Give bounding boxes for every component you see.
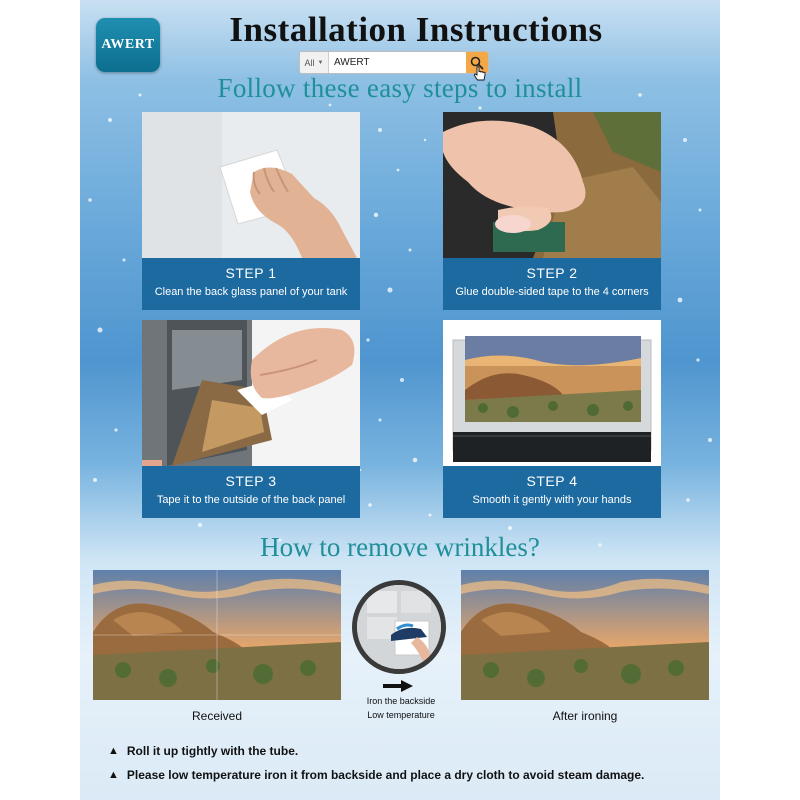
step-card-1 — [142, 112, 360, 310]
step-1-photo — [142, 112, 360, 258]
ironing-illustration — [352, 580, 446, 674]
search-bar — [299, 51, 489, 74]
step-card-2 — [443, 112, 661, 310]
step-card-4 — [443, 320, 661, 518]
search-category-dropdown[interactable] — [300, 52, 329, 73]
step-3-caption — [142, 466, 360, 518]
step-4-label: STEP 4 — [526, 473, 578, 489]
triangle-bullet-icon: ▲ — [108, 769, 119, 781]
note-roll-text: Roll it up tightly with the tube. — [126, 744, 299, 758]
installation-poster — [80, 0, 720, 800]
search-category-label: All — [304, 57, 315, 68]
iron-icon — [357, 585, 441, 669]
step-3-photo — [142, 320, 360, 466]
iron-instruction-line1: Iron the backside — [366, 696, 436, 706]
step-2-photo — [443, 112, 661, 258]
step-4-photo — [443, 320, 661, 466]
step-2-label: STEP 2 — [526, 265, 578, 281]
received-label: Received — [191, 709, 243, 723]
step-2-caption — [443, 258, 661, 310]
arrow-right-icon — [383, 680, 413, 692]
step-1-label: STEP 1 — [225, 265, 277, 281]
install-subtitle: Follow these easy steps to install — [217, 73, 583, 103]
brand-logo: AWERT — [96, 18, 160, 72]
iron-instruction-line2: Low temperature — [367, 710, 435, 720]
step-1-caption — [142, 258, 360, 310]
step-3-description: Tape it to the outside of the back panel — [156, 494, 346, 506]
step-card-3 — [142, 320, 360, 518]
wrinkles-title: How to remove wrinkles? — [260, 532, 540, 562]
step-4-caption — [443, 466, 661, 518]
note-iron — [108, 768, 644, 782]
page-title: Installation Instructions — [229, 10, 603, 49]
after-ironing-backdrop-image — [461, 570, 709, 700]
search-input[interactable] — [329, 52, 466, 73]
step-1-description: Clean the back glass panel of your tank — [154, 286, 348, 298]
chevron-down-icon: ▼ — [317, 59, 324, 66]
note-iron-text: Please low temperature iron it from backside and place a dry cloth to avoid steam damage. — [126, 768, 645, 782]
step-4-description: Smooth it gently with your hands — [472, 494, 632, 506]
after-ironing-label: After ironing — [552, 709, 618, 723]
received-backdrop-image — [93, 570, 341, 700]
triangle-bullet-icon: ▲ — [108, 745, 119, 757]
step-2-description: Glue double-sided tape to the 4 corners — [455, 286, 649, 298]
step-3-label: STEP 3 — [225, 473, 277, 489]
note-roll — [108, 744, 298, 758]
